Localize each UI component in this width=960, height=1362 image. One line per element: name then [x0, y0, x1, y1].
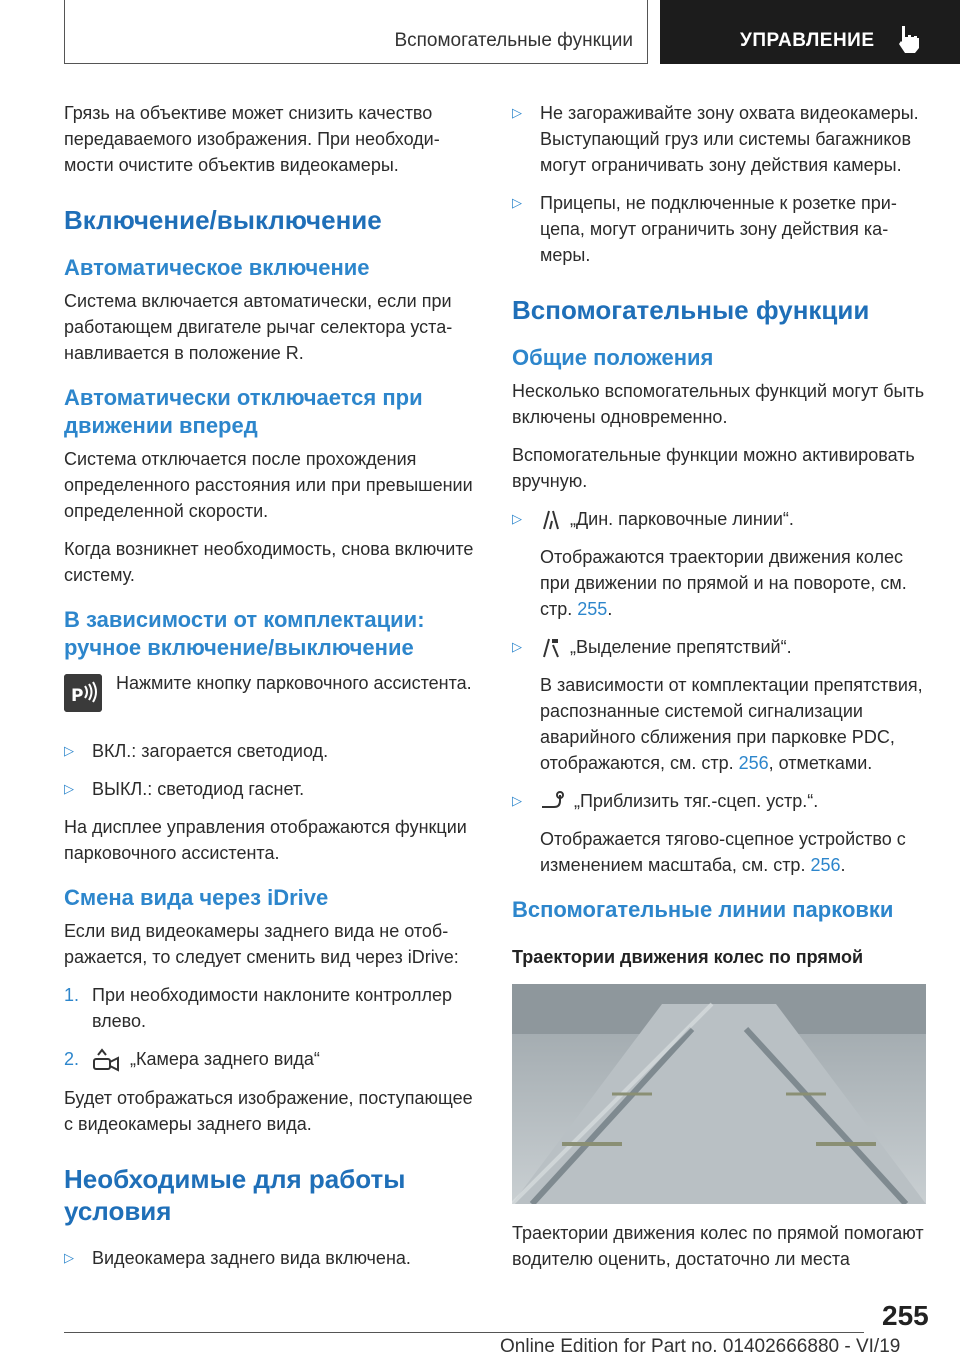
- straight-tracks-text: Траектории движения колес по прямой помогают водителю оценить, достаточно ли места: [512, 1223, 924, 1269]
- intro-text: Грязь на объективе может снизить качество передаваемого изображения. При необходимости очистите объектив видеокамеры.: [64, 103, 440, 175]
- after-steps-text: Будет отображаться изображение, поступающее с видеокамеры заднего вида.: [64, 1088, 473, 1135]
- list-item: ▷ „Приблизить тяг.-сцеп. устр.“. Отображается тягово-сцепное устройство с изменением масштаба, см. стр. 256.: [512, 788, 926, 878]
- hand-pointer-icon: [896, 24, 922, 54]
- list-item: ▷ Прицепы, не подключенные к розетке прицепа, могут ограничить зону действия камеры.: [512, 190, 926, 268]
- general-text-1: Несколько вспомогательных функций могут быть включены одновременно.: [512, 381, 925, 427]
- auto-off-text: Система отключается после прохождения определенного расстояния или при превышении определенной скорости.: [64, 449, 473, 521]
- tow-hitch-icon: [540, 791, 566, 813]
- triangle-bullet-icon: ▷: [512, 639, 522, 654]
- aux-list: [512, 506, 926, 878]
- link: „Дин. парковочные линии“.: [570, 509, 794, 529]
- steps-list: [64, 982, 474, 1073]
- list-item: ▷ „Выделение препятствий“. В зависимости от комплектации препятствия, распознанные системой сигнализации аварийного сближения при парковке PDC, отображаются, см. стр. 256, отметками.: [512, 634, 926, 776]
- heading-general: Общие положения: [512, 345, 714, 370]
- triangle-bullet-icon: ▷: [64, 743, 74, 758]
- footer-edition: Online Edition for Part no. 01402666880 - VI/19: [500, 1336, 901, 1357]
- triangle-bullet-icon: ▷: [512, 511, 522, 526]
- footer-divider: [64, 1332, 864, 1333]
- display-text: На дисплее управления отображаются функции парковочного ассистента.: [64, 817, 467, 863]
- list-item: ▷ „Дин. парковочные линии“. Отображаются траектории движения колес при движении по прямой и на повороте, см. стр. 255.: [512, 506, 926, 622]
- heading-straight-tracks: Траектории движения колес по прямой: [512, 947, 864, 967]
- camera-view-image: [512, 984, 926, 1204]
- list-item: 1. При необходимости наклоните контроллер влево.: [64, 985, 453, 1031]
- general-text-2: Вспомогательные функции можно активировать вручную.: [512, 445, 915, 491]
- list-item: ▷ ВКЛ.: загорается светодиод.: [64, 738, 474, 764]
- left-column: [64, 100, 474, 1283]
- svg-text:P: P: [71, 686, 84, 706]
- heading-auto-on: Автоматическое включение: [64, 255, 370, 280]
- list-item: ▷ Видеокамера заднего вида включена.: [64, 1245, 474, 1271]
- page-link[interactable]: 256: [738, 753, 769, 773]
- header-chapter-title: УПРАВЛЕНИЕ: [740, 30, 875, 51]
- header-chapter-box: [660, 0, 960, 64]
- triangle-bullet-icon: ▷: [64, 1250, 74, 1266]
- press-button-text: Нажмите кнопку парковочного ассистента.: [116, 673, 472, 693]
- triangle-bullet-icon: ▷: [64, 781, 74, 796]
- parking-lines-icon: [540, 509, 562, 531]
- conditions-list-cont: [512, 100, 926, 268]
- idrive-text: Если вид видеокамеры заднего вида не отображается, то следует сменить вид через iDrive:: [64, 921, 459, 967]
- heading-manual: В зависимости от комплектации: ручное включение/выключение: [64, 607, 425, 660]
- list-item: ▷ Не загораживайте зону охвата видеокамеры. Выступающий груз или системы багажников могут ограничивать зону действия камеры.: [512, 100, 926, 178]
- page-link[interactable]: 255: [577, 599, 608, 619]
- triangle-bullet-icon: ▷: [512, 195, 522, 210]
- heading-idrive: Смена вида через iDrive: [64, 885, 329, 910]
- header-section-title: Вспомогательные функции: [394, 30, 633, 51]
- park-assist-button-icon: [64, 674, 102, 712]
- onoff-list: [64, 738, 474, 802]
- heading-parking-lines: Вспомогательные линии парковки: [512, 897, 894, 922]
- conditions-list: [64, 1245, 474, 1271]
- auto-off-text-2: Когда возникнет необходимость, снова включите систему.: [64, 539, 474, 585]
- rear-camera-icon: [92, 1047, 122, 1073]
- heading-conditions: Необходимые для работы условия: [64, 1164, 406, 1227]
- page-link[interactable]: 256: [810, 855, 841, 875]
- park-assist-row: [64, 670, 474, 722]
- triangle-bullet-icon: ▷: [512, 793, 522, 808]
- list-item: ▷ ВЫКЛ.: светодиод гаснет.: [64, 776, 474, 802]
- page-number: 255: [882, 1300, 929, 1331]
- heading-aux-functions: Вспомогательные функции: [512, 295, 870, 325]
- heading-onoff: Включение/выключение: [64, 205, 382, 235]
- auto-on-text: Система включается автоматически, если при работающем двигателе рычаг селектора устанавливается в положение R.: [64, 291, 453, 363]
- list-item: 2. „Камера заднего вида“: [64, 1046, 474, 1073]
- triangle-bullet-icon: ▷: [512, 105, 522, 120]
- heading-auto-off: Автоматически отключается при движении вперед: [64, 385, 423, 438]
- header-section-box: [64, 0, 648, 64]
- obstacle-marking-icon: [540, 637, 562, 659]
- right-column: [512, 100, 926, 1284]
